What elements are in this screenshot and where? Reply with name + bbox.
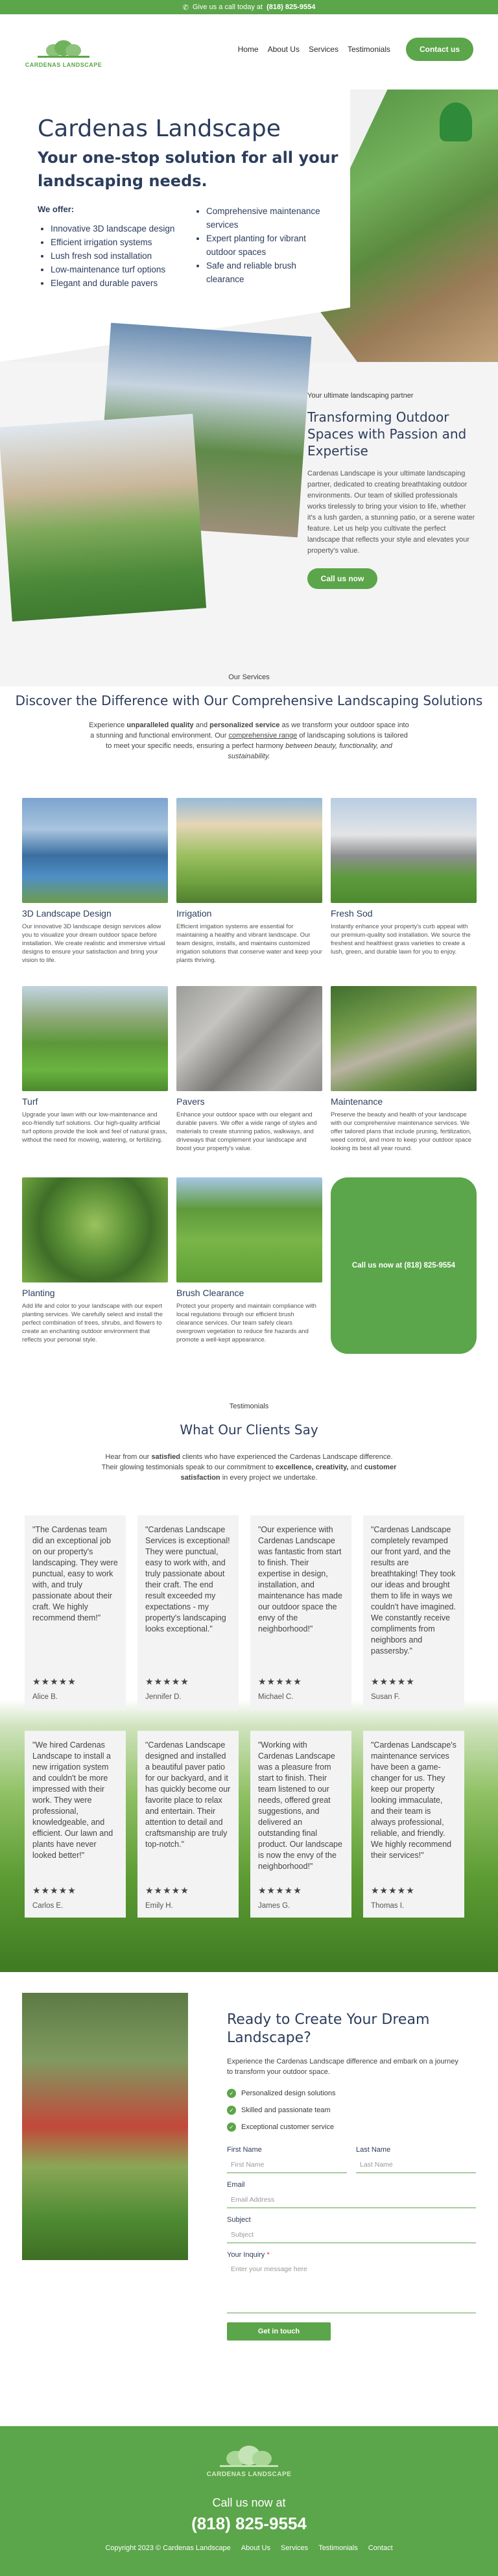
intro-bold: personalized service xyxy=(209,721,280,729)
nav-about[interactable]: About Us xyxy=(267,45,300,54)
testimonial-name: Susan F. xyxy=(371,1693,400,1701)
testimonial-quote: "Cardenas Landscape completely revamped our front yard, and the results are breathtaking! They took our ideas and brought them to life in ways we couldn't have imagined. We constantly receive compliments from neighbors and passersby." xyxy=(371,1525,456,1655)
hero-title: Cardenas Landscape xyxy=(38,115,281,142)
service-pavers xyxy=(176,986,322,1153)
offer-columns xyxy=(38,195,342,290)
testimonial-quote: "Cardenas Landscape Services is exceptional! They were punctual, easy to work with, and truly passionate about their craft. The end result exceeded my expectations - my property's landscaping looks exceptional." xyxy=(145,1525,230,1633)
check-item xyxy=(227,2102,476,2119)
service-image xyxy=(22,1177,168,1282)
offer-item: • Expert planting for vibrant outdoor spaces xyxy=(206,232,329,259)
check-item xyxy=(227,2085,476,2102)
about-text: Cardenas Landscape is your ultimate landscaping partner, dedicated to creating breathtaking outdoor environments. Our team of skilled professionals works tirelessly to bring your vision to life, whether it's a lush garden, a stunning patio, or a serene water feature. Let us help you cultivate the perfect landscape that reflects your style and elevates your property's value. xyxy=(307,470,475,555)
service-brush-clearance xyxy=(176,1177,322,1344)
service-title: Pavers xyxy=(176,1096,205,1107)
service-planting xyxy=(22,1177,168,1344)
name-row xyxy=(227,2146,476,2173)
contact-image xyxy=(22,1993,188,2260)
offer-title: We offer: xyxy=(38,204,75,214)
testimonial-card xyxy=(137,1515,239,1710)
intro-bold: excellence, creativity, xyxy=(276,1463,349,1471)
check-list xyxy=(227,2085,476,2136)
intro-text: Hear from our xyxy=(105,1453,150,1461)
footer-bottom xyxy=(0,2544,498,2552)
subject-input[interactable]: Subject xyxy=(227,2226,476,2243)
testimonial-name: Emily H. xyxy=(145,1902,173,1910)
first-name-group xyxy=(227,2146,347,2173)
footer-phone[interactable]: (818) 825-9554 xyxy=(191,2514,307,2533)
testimonials-title: What Our Clients Say xyxy=(180,1422,318,1438)
hero-content xyxy=(38,115,342,290)
check-label: Exceptional customer service xyxy=(241,2123,335,2131)
service-desc: Efficient irrigation systems are essential for maintaining a healthy and vibrant landscape. Our team designs, installs, and maintains customized irrigation solutions that conserve water and keep your plants thriving. xyxy=(176,923,322,964)
services-title: Discover the Difference with Our Comprehensive Landscaping Solutions xyxy=(15,693,483,708)
footer xyxy=(0,2426,498,2576)
star-rating: ★★★★★ xyxy=(371,1885,415,1896)
offer-item: • Safe and reliable brush clearance xyxy=(206,259,329,286)
service-image xyxy=(176,986,322,1091)
offer-item: • Elegant and durable pavers xyxy=(51,276,187,290)
service-image xyxy=(22,798,168,903)
testimonial-quote: "The Cardenas team did an exceptional job on our property's landscaping. They were punctual, easy to work with, and truly passionate about their craft. We highly recommend them!" xyxy=(32,1525,118,1622)
first-name-label: First Name xyxy=(227,2146,262,2154)
service-image xyxy=(176,1177,322,1282)
nav-services[interactable]: Services xyxy=(308,45,338,54)
star-rating: ★★★★★ xyxy=(371,1676,415,1687)
check-circle-icon: ✓ xyxy=(227,2123,236,2132)
testimonial-quote: "Cardenas Landscape's maintenance services have been a game-changer for us. They keep our property looking immaculate, and their team is always professional, reliable, and friendly. We highly recommend their services!" xyxy=(371,1740,456,1860)
last-name-group xyxy=(356,2146,476,2173)
logo[interactable] xyxy=(25,39,102,67)
intro-link[interactable]: comprehensive range xyxy=(228,732,298,740)
about-section xyxy=(0,362,498,686)
service-image xyxy=(331,798,477,903)
email-label: Email xyxy=(227,2181,245,2189)
service-title: Turf xyxy=(22,1096,38,1107)
contact-intro: Experience the Cardenas Landscape difference and embark on a journey to transform your outdoor space. xyxy=(227,2058,458,2076)
about-image-front xyxy=(0,414,206,621)
intro-text: and xyxy=(195,721,208,729)
about-title: Transforming Outdoor Spaces with Passion and Expertise xyxy=(307,409,467,459)
testimonial-card xyxy=(25,1515,126,1710)
intro-text: in every project we undertake. xyxy=(222,1474,318,1482)
check-circle-icon: ✓ xyxy=(227,2089,236,2098)
services-intro xyxy=(87,720,411,762)
intro-bold: unparalleled quality xyxy=(126,721,194,729)
main-nav xyxy=(238,38,473,61)
testimonial-quote: "Working with Cardenas Landscape was a pleasure from start to finish. Their team listened to our needs, offered great suggestions, and delivered an outstanding final product. Our landscape is now the envy of the neighborhood!" xyxy=(258,1740,342,1871)
testimonial-quote: "Our experience with Cardenas Landscape was fantastic from start to finish. Their expertise in design, installation, and maintenance has made our outdoor space the envy of the neighborhood!" xyxy=(258,1525,342,1633)
star-rating: ★★★★★ xyxy=(32,1676,77,1687)
intro-text: and xyxy=(350,1463,362,1471)
contact-us-button[interactable]: Contact us xyxy=(406,38,473,61)
testimonial-name: Thomas I. xyxy=(371,1902,405,1910)
top-bar-text: Give us a call today at xyxy=(192,3,263,11)
star-rating: ★★★★★ xyxy=(145,1885,189,1896)
testimonial-card xyxy=(250,1731,351,1918)
last-name-label: Last Name xyxy=(356,2146,391,2154)
testimonial-name: Carlos E. xyxy=(32,1902,64,1910)
testimonial-name: James G. xyxy=(258,1902,290,1910)
logo-text: CARDENAS LANDSCAPE xyxy=(25,62,102,68)
intro-bold: satisfied xyxy=(151,1453,180,1461)
call-us-button[interactable]: Call us now xyxy=(307,568,377,589)
offer-item: • Comprehensive maintenance services xyxy=(206,204,329,232)
required-mark: * xyxy=(267,2251,270,2259)
services-label: Our Services xyxy=(228,673,270,681)
footer-link-services[interactable]: Services xyxy=(281,2544,309,2552)
footer-logo-icon xyxy=(200,2444,298,2468)
offer-list-2 xyxy=(193,204,329,290)
intro-text: clients who have experienced the Cardenas Landscape difference. Their glowing testimonials speak to our commitment to xyxy=(101,1453,393,1471)
service-maintenance xyxy=(331,986,477,1153)
testimonials-intro xyxy=(100,1452,398,1483)
inquiry-label-text: Your Inquiry xyxy=(227,2251,265,2259)
service-desc: Instantly enhance your property's curb appeal with our premium-quality sod installation. We source the freshest and healthiest grass varieties to create a lush, green, and durable lawn for you to enjoy. xyxy=(331,923,471,956)
service-title: Irrigation xyxy=(176,908,212,919)
offer-col-1 xyxy=(38,195,187,290)
service-image xyxy=(176,798,322,903)
testimonial-quote: "We hired Cardenas Landscape to install a new irrigation system and couldn't be more impressed with their work. They were professional, knowledgeable, and efficient. Our lawn and plants have never looked better!" xyxy=(32,1740,113,1860)
about-content xyxy=(307,392,476,589)
intro-text: of landscaping solutions is tailored to meet your specific needs, ensuring a perfect harmony xyxy=(106,732,408,750)
testimonial-card xyxy=(363,1515,464,1710)
intro-bold: customer satisfaction xyxy=(180,1463,397,1482)
logo-icon xyxy=(25,39,102,58)
email-input[interactable]: Email Address xyxy=(227,2191,476,2208)
footer-logo[interactable] xyxy=(200,2444,298,2478)
star-rating: ★★★★★ xyxy=(32,1885,77,1896)
email-group xyxy=(227,2181,476,2208)
contact-form xyxy=(227,2146,476,2341)
service-title: Fresh Sod xyxy=(331,908,373,919)
service-3d-design xyxy=(22,798,168,965)
top-bar-phone[interactable]: (818) 825-9554 xyxy=(267,3,316,11)
footer-call: Call us now at xyxy=(212,2496,286,2509)
testimonials-label: Testimonials xyxy=(229,1402,269,1410)
hero-image-worker xyxy=(440,102,472,141)
testimonial-card xyxy=(363,1731,464,1918)
footer-link-about[interactable]: About Us xyxy=(241,2544,270,2552)
service-desc: Preserve the beauty and health of your landscape with our comprehensive maintenance services. We offer tailored plans that include pruning, fertilization, weed control, and more to keep your outdoor space looking its best all year round. xyxy=(331,1111,472,1152)
service-desc: Add life and color to your landscape with our expert planting services. We carefully select and install the perfect combination of trees, shrubs, and flowers to create an enchanting outdoor environment that reflects your personal style. xyxy=(22,1303,163,1343)
footer-link-contact[interactable]: Contact xyxy=(368,2544,393,2552)
testimonial-card xyxy=(25,1731,126,1918)
testimonial-card xyxy=(250,1515,351,1710)
testimonial-quote: "Cardenas Landscape designed and installed a beautiful paver patio for our backyard, and it has quickly become our favorite place to relax and entertain. Their attention to detail and craftsmanship are truly top-notch." xyxy=(145,1740,231,1849)
phone-icon: ✆ xyxy=(182,3,189,12)
hero-subtitle: Your one-stop solution for all your landscaping needs. xyxy=(38,149,338,190)
service-title: Planting xyxy=(22,1288,55,1298)
intro-text: as we transform your outdoor space into a stunning and functional environment. Our xyxy=(90,721,409,740)
service-irrigation xyxy=(176,798,322,965)
offer-item: • Low-maintenance turf options xyxy=(51,263,187,276)
testimonial-name: Michael C. xyxy=(258,1693,294,1701)
subject-label: Subject xyxy=(227,2216,251,2224)
nav-testimonials[interactable]: Testimonials xyxy=(347,45,390,54)
contact-title: Ready to Create Your Dream Landscape? xyxy=(227,2012,430,2046)
subject-group xyxy=(227,2216,476,2243)
testimonial-name: Jennifer D. xyxy=(145,1693,182,1701)
footer-logo-text: CARDENAS LANDSCAPE xyxy=(206,2471,292,2478)
check-circle-icon: ✓ xyxy=(227,2106,236,2115)
star-rating: ★★★★★ xyxy=(145,1676,189,1687)
check-label: Personalized design solutions xyxy=(241,2089,336,2097)
top-bar xyxy=(0,0,498,14)
service-desc: Enhance your outdoor space with our elegant and durable pavers. We offer a wide range of styles and materials to create stunning patios, walkways, and driveways that complement your landscape and boost your property's value. xyxy=(176,1111,317,1152)
inquiry-textarea[interactable]: Enter your message here xyxy=(227,2261,476,2313)
nav-home[interactable]: Home xyxy=(237,45,259,54)
service-image xyxy=(331,986,477,1091)
service-title: Brush Clearance xyxy=(176,1288,244,1298)
testimonial-card xyxy=(137,1731,239,1918)
copyright: Copyright 2023 © Cardenas Landscape xyxy=(105,2544,231,2552)
offer-list-1 xyxy=(38,222,187,290)
inquiry-group xyxy=(227,2251,476,2313)
testimonial-name: Alice B. xyxy=(32,1693,58,1701)
check-item xyxy=(227,2119,476,2136)
star-rating: ★★★★★ xyxy=(258,1885,302,1896)
first-name-input[interactable]: First Name xyxy=(227,2156,347,2173)
intro-italic: between beauty, functionality, and sustainability. xyxy=(228,742,392,760)
get-in-touch-button[interactable]: Get in touch xyxy=(227,2322,331,2341)
about-label: Your ultimate landscaping partner xyxy=(307,392,414,400)
service-title: 3D Landscape Design xyxy=(22,908,112,919)
contact-content xyxy=(227,2011,476,2341)
offer-item: • Innovative 3D landscape design xyxy=(51,222,187,235)
service-title: Maintenance xyxy=(331,1096,383,1107)
service-fresh-sod xyxy=(331,798,477,956)
hero-section xyxy=(0,90,498,362)
offer-item: • Efficient irrigation systems xyxy=(51,235,187,249)
footer-link-testimonials[interactable]: Testimonials xyxy=(318,2544,358,2552)
star-rating: ★★★★★ xyxy=(258,1676,302,1687)
service-desc: Protect your property and maintain compliance with local regulations through our efficient brush clearance services. Our team safely clears overgrown vegetation to reduce fire hazards and promote a well-kept appearance. xyxy=(176,1303,316,1343)
call-cta-text: Call us now at (818) 825-9554 xyxy=(351,1262,456,1270)
last-name-input[interactable]: Last Name xyxy=(356,2156,476,2173)
service-desc: Our innovative 3D landscape design services allow you to visualize your dream outdoor space before installation. We create realistic and immersive virtual designs to ensure your satisfaction and bring your vision to life. xyxy=(22,923,165,964)
call-cta-card[interactable] xyxy=(331,1177,477,1354)
service-desc: Upgrade your lawn with our low-maintenance and eco-friendly turf solutions. Our high-quality artificial turf options provide the look and feel of natural grass, without the need for mowing, watering, or fertilizing. xyxy=(22,1111,167,1144)
intro-text: Experience xyxy=(89,721,125,729)
inquiry-label xyxy=(227,2251,476,2259)
service-image xyxy=(22,986,168,1091)
service-turf xyxy=(22,986,168,1144)
check-label: Skilled and passionate team xyxy=(241,2106,331,2114)
offer-item: • Lush fresh sod installation xyxy=(51,249,187,263)
